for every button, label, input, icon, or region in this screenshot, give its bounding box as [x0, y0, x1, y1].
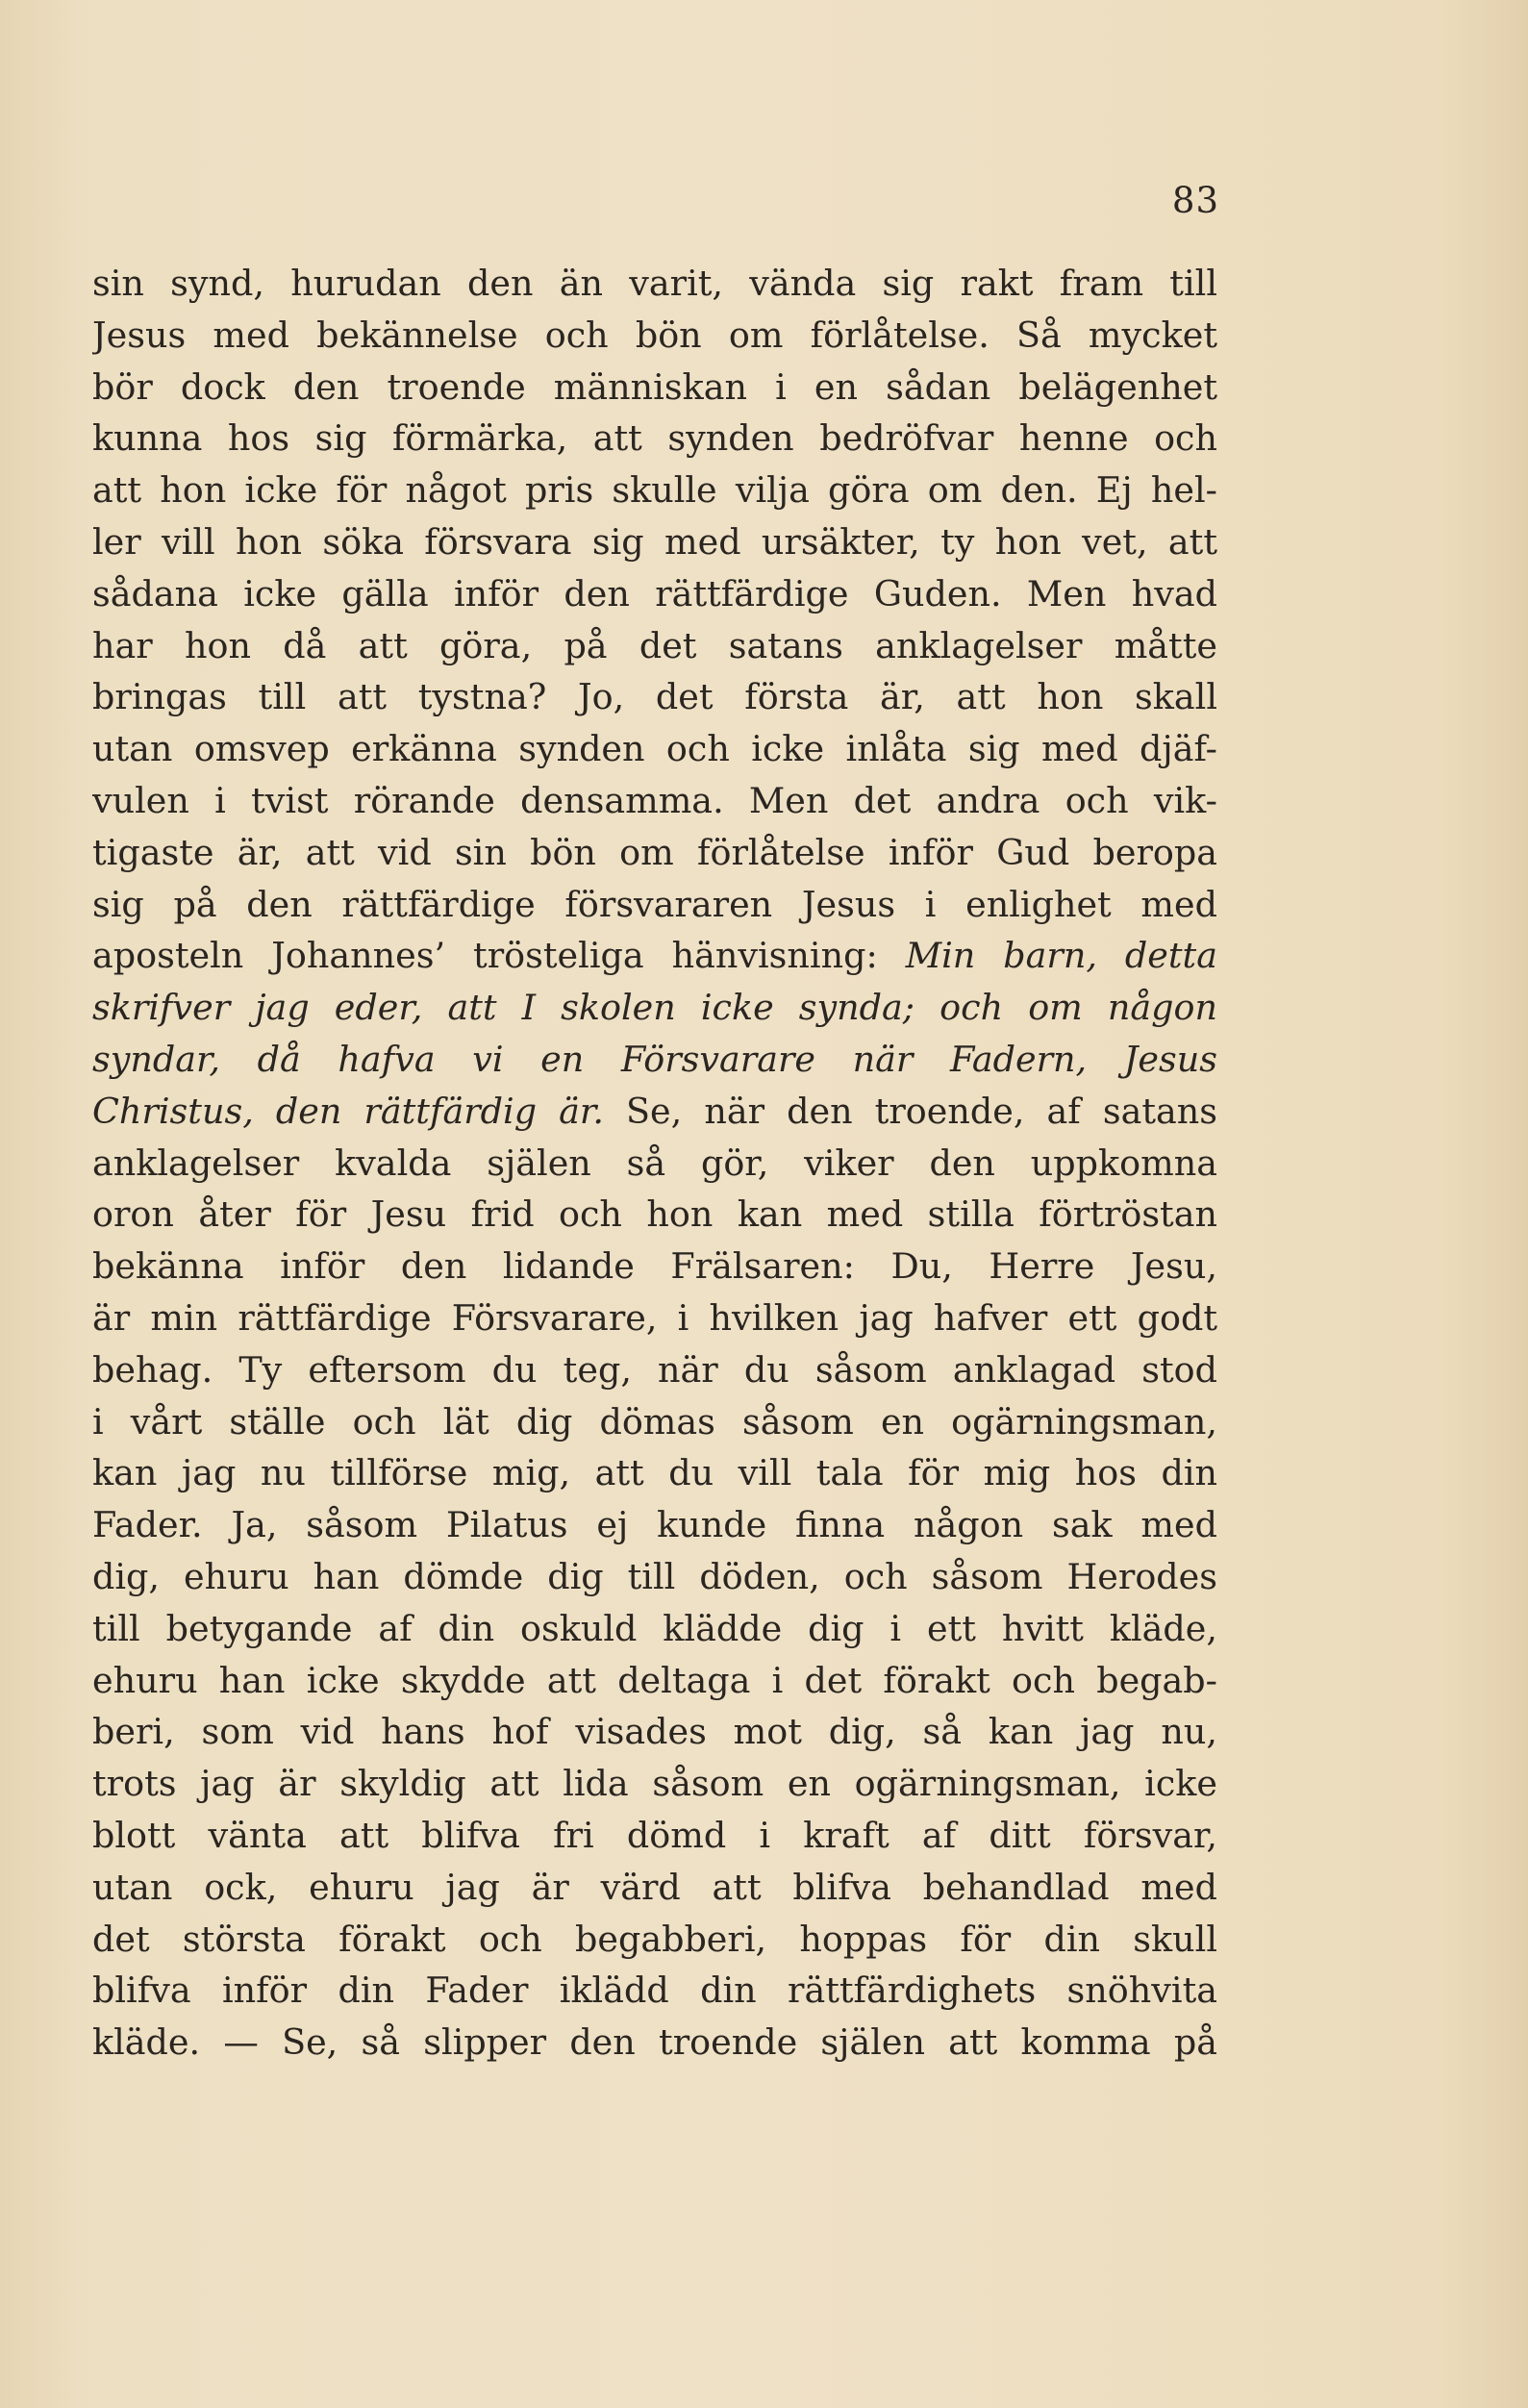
text-line: [92, 620, 1217, 672]
text-line: [92, 1603, 1217, 1655]
text-line: [92, 1914, 1217, 1966]
show-through-text: [92, 2072, 1217, 2124]
text-segment: bekänna inför den lidande Frälsaren: Du, Herre Jesu,: [92, 1245, 1217, 1288]
text-line: [92, 1189, 1217, 1241]
text-line: [92, 982, 1217, 1034]
text-segment: Se, när den troende, af satans: [603, 1090, 1217, 1132]
text-segment: utan omsvep erkänna synden och icke inlåta sig med djäf-: [92, 728, 1217, 770]
italic-segment: skrifver jag eder, att I skolen icke synda; och om någon: [92, 987, 1217, 1029]
text-line: [92, 568, 1217, 620]
text-line: [92, 258, 1217, 310]
text-segment: vulen i tvist rörande densamma. Men det andra och vik-: [92, 779, 1217, 821]
text-line: [92, 1034, 1217, 1086]
text-line: [92, 1965, 1217, 2017]
text-line: [92, 1758, 1217, 1810]
text-line: [92, 723, 1217, 775]
text-segment: till betygande af din oskuld klädde dig i ett hvitt kläde,: [92, 1607, 1217, 1649]
text-line: [92, 1086, 1217, 1138]
text-segment: sig på den rättfärdige försvararen Jesus i enlighet med: [92, 883, 1217, 925]
text-segment: utan ock, ehuru jag är värd att blifva behandlad med: [92, 1866, 1217, 1908]
text-segment: kan jag nu tillförse mig, att du vill tala för mig hos din: [92, 1452, 1217, 1494]
text-segment: Jesus med bekännelse och bön om förlåtelse. Så mycket: [92, 314, 1217, 356]
text-segment: bringas till att tystna? Jo, det första är, att hon skall: [92, 676, 1217, 718]
text-segment: trots jag är skyldig att lida såsom en ogärningsman, icke: [92, 1763, 1217, 1805]
text-line: [92, 2017, 1217, 2069]
body-text: [92, 258, 1217, 2069]
text-line: [92, 1499, 1217, 1551]
text-segment: aposteln Johannes’ trösteliga hänvisning:: [92, 935, 906, 977]
text-line: [92, 1706, 1217, 1758]
italic-segment: Christus, den rättfärdig är.: [92, 1090, 604, 1132]
text-line: [92, 362, 1217, 414]
text-line: [92, 775, 1217, 827]
italic-segment: Min barn, detta: [905, 935, 1217, 977]
text-segment: ler vill hon söka försvara sig med ursäkter, ty hon vet, att: [92, 520, 1217, 563]
text-line: [92, 671, 1217, 723]
text-segment: dig, ehuru han dömde dig till döden, och såsom Herodes: [92, 1555, 1217, 1597]
text-segment: sådana icke gälla inför den rättfärdige Guden. Men hvad: [92, 572, 1217, 615]
text-segment: Fader. Ja, såsom Pilatus ej kunde finna någon sak med: [92, 1504, 1217, 1546]
text-segment: ehuru han icke skydde att deltaga i det förakt och begab-: [92, 1659, 1217, 1701]
text-segment: oron åter för Jesu frid och hon kan med stilla förtröstan: [92, 1193, 1217, 1236]
text-line: [92, 930, 1217, 982]
text-line: [92, 1138, 1217, 1190]
page-number: 83: [1171, 180, 1219, 221]
text-line: [92, 1447, 1217, 1499]
text-segment: att hon icke för något pris skulle vilja göra om den. Ej hel-: [92, 469, 1217, 512]
text-line: [92, 464, 1217, 516]
text-line: [92, 827, 1217, 879]
text-line: [92, 1241, 1217, 1292]
text-line: [92, 310, 1217, 362]
text-segment: i vårt ställe och lät dig dömas såsom en ogärningsman,: [92, 1400, 1217, 1442]
text-line: [92, 516, 1217, 568]
text-segment: kunna hos sig förmärka, att synden bedröfvar henne och: [92, 417, 1217, 460]
text-line: [92, 1396, 1217, 1448]
text-segment: sin synd, hurudan den än varit, vända sig rakt fram till: [92, 263, 1217, 304]
text-segment: tigaste är, att vid sin bön om förlåtelse inför Gud beropa: [92, 831, 1217, 873]
text-segment: blifva inför din Fader iklädd din rättfärdighets snöhvita: [92, 1969, 1217, 2012]
text-line: [92, 1862, 1217, 1914]
italic-segment: syndar, då hafva vi en Försvarare när Fadern, Jesus: [92, 1038, 1217, 1080]
text-segment: blott vänta att blifva fri dömd i kraft af ditt försvar,: [92, 1814, 1217, 1856]
text-segment: kläde. — Se, så slipper den troende själen att komma på: [92, 2021, 1217, 2064]
text-segment: anklagelser kvalda själen så gör, viker den uppkomna: [92, 1141, 1217, 1184]
text-line: [92, 1551, 1217, 1603]
text-line: [92, 1344, 1217, 1396]
text-segment: bör dock den troende människan i en sådan belägenhet: [92, 365, 1217, 408]
text-segment: beri, som vid hans hof visades mot dig, så kan jag nu,: [92, 1711, 1217, 1753]
text-segment: behag. Ty eftersom du teg, när du såsom anklagad stod: [92, 1348, 1217, 1391]
text-segment: har hon då att göra, på det satans anklagelser måtte: [92, 624, 1217, 666]
text-segment: det största förakt och begabberi, hoppas för din skull: [92, 1918, 1217, 1960]
text-line: [92, 1292, 1217, 1344]
text-line: [92, 1810, 1217, 1862]
text-segment: är min rättfärdige Försvarare, i hvilken jag hafver ett godt: [92, 1296, 1217, 1339]
text-line: [92, 413, 1217, 464]
text-line: [92, 1655, 1217, 1707]
text-line: [92, 879, 1217, 931]
